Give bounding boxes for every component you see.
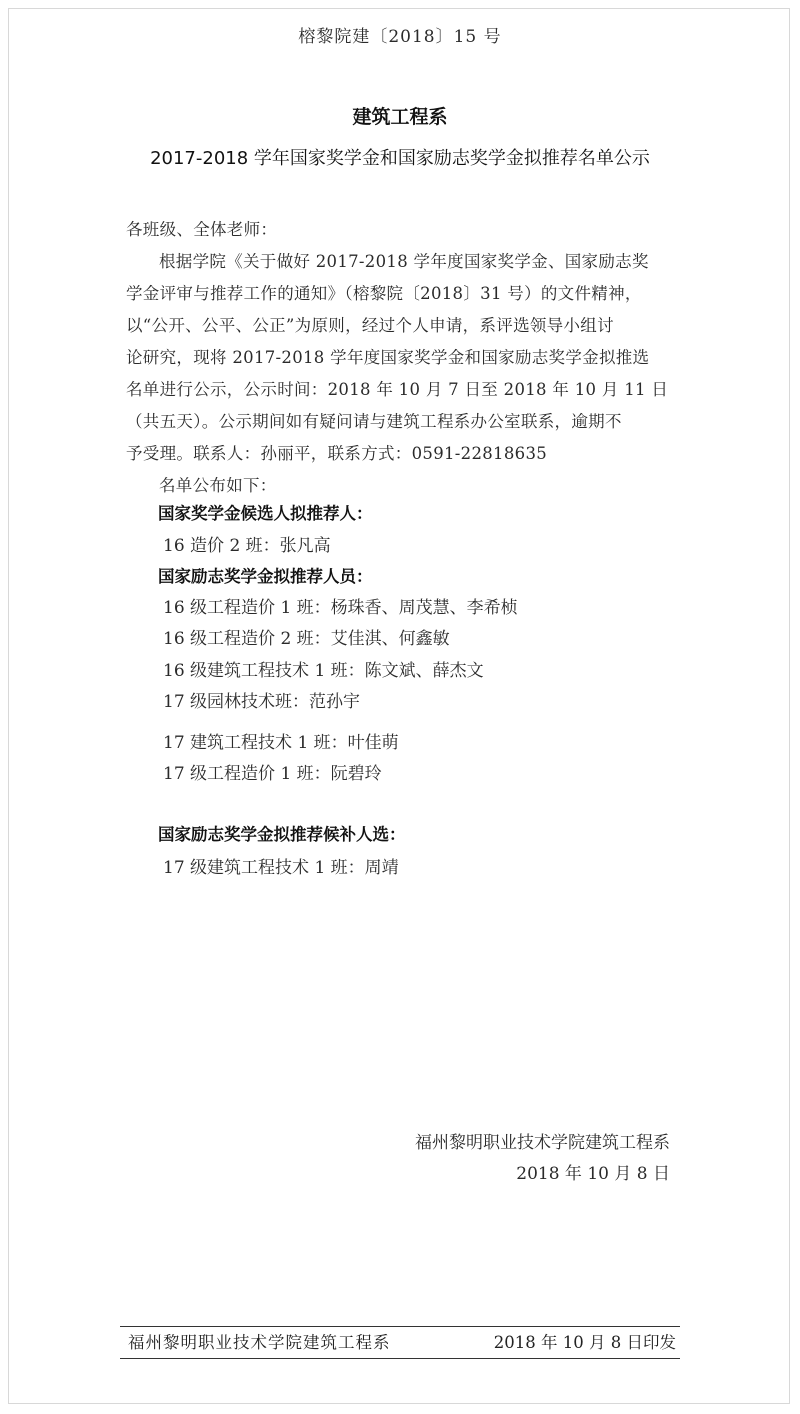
paragraph-line: 予受理。联系人：孙丽平，联系方式：0591-22818635 — [126, 444, 548, 463]
paragraph-line: 以“公开、公平、公正”为原则，经过个人申请，系评选领导小组讨 — [126, 316, 614, 335]
list-intro: 名单公布如下： — [159, 476, 277, 495]
department-title: 建筑工程系 — [352, 106, 448, 128]
paragraph-line: 名单进行公示，公示时间：2018 年 10 月 7 日至 2018 年 10 月 11 日 — [126, 380, 669, 399]
list-item: 17 建筑工程技术 1 班：叶佳萌 — [163, 733, 399, 753]
document-number: 榕黎院建〔2018〕15 号 — [298, 27, 502, 47]
list-item: 17 级工程造价 1 班：阮碧玲 — [163, 764, 382, 784]
paragraph-line: 学金评审与推荐工作的通知》（榕黎院〔2018〕31 号）的文件精神， — [126, 284, 642, 303]
list-item: 17 级园林技术班：范孙宇 — [163, 692, 361, 712]
list-item: 16 造价 2 班：张凡高 — [163, 536, 331, 556]
signature-date: 2018 年 10 月 8 日 — [516, 1164, 670, 1184]
list-item: 16 级工程造价 2 班：艾佳淇、何鑫敏 — [163, 629, 450, 649]
alternate-candidate-heading: 国家励志奖学金拟推荐候补人选： — [158, 825, 406, 844]
footer-bottom-rule — [120, 1358, 680, 1359]
paragraph-line: 根据学院《关于做好 2017-2018 学年度国家奖学金、国家励志奖 — [159, 252, 649, 271]
footer-top-rule — [120, 1326, 680, 1327]
list-item: 16 级建筑工程技术 1 班：陈文斌、薛杰文 — [163, 661, 484, 681]
footer-issue-date: 2018 年 10 月 8 日印发 — [493, 1333, 676, 1352]
list-item: 16 级工程造价 1 班：杨珠香、周茂慧、李希桢 — [163, 598, 518, 618]
footer-org: 福州黎明职业技术学院建筑工程系 — [128, 1333, 391, 1352]
national-scholarship-heading: 国家奖学金候选人拟推荐人： — [158, 504, 373, 523]
paragraph-line: 论研究，现将 2017-2018 学年度国家奖学金和国家励志奖学金拟推选 — [126, 348, 650, 367]
signature-org: 福州黎明职业技术学院建筑工程系 — [415, 1133, 670, 1153]
encouragement-scholarship-heading: 国家励志奖学金拟推荐人员： — [158, 567, 373, 586]
list-item: 17 级建筑工程技术 1 班：周靖 — [163, 858, 399, 878]
notice-title: 2017-2018 学年国家奖学金和国家励志奖学金拟推荐名单公示 — [150, 148, 650, 169]
paragraph-line: （共五天）。公示期间如有疑问请与建筑工程系办公室联系，逾期不 — [126, 412, 622, 431]
notice-body — [126, 214, 676, 502]
salutation: 各班级、全体老师： — [126, 220, 278, 239]
